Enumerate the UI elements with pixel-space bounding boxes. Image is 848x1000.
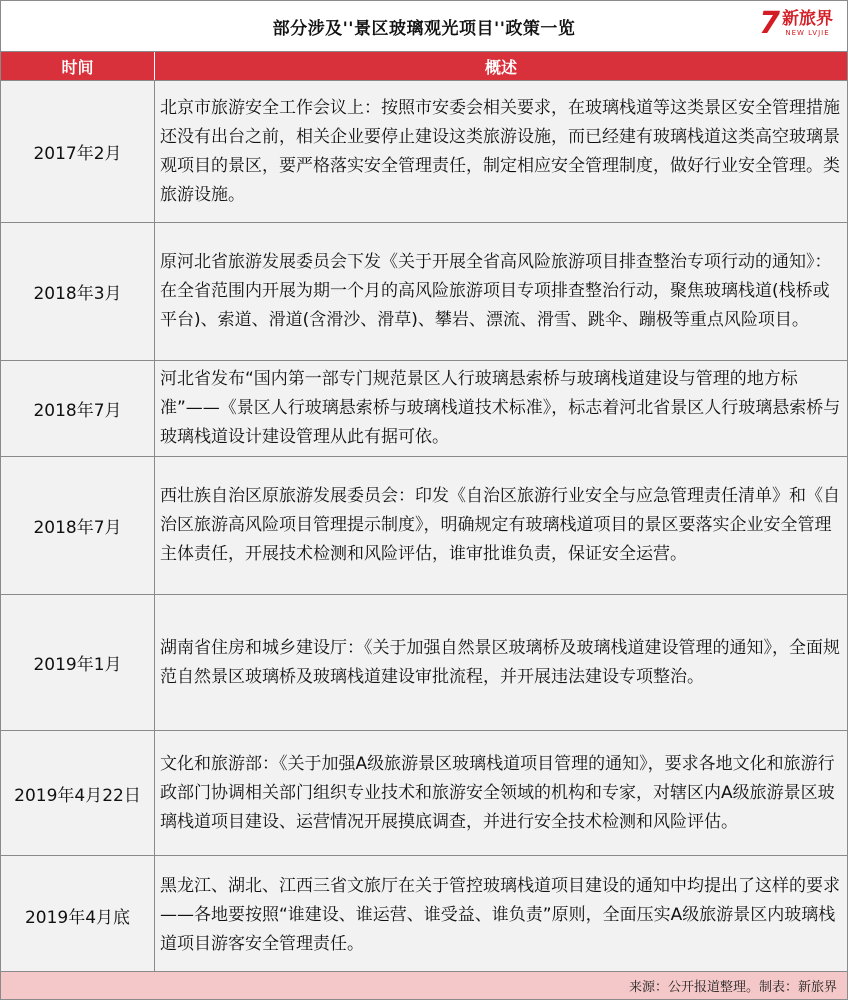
row-desc: 北京市旅游安全工作会议上：按照市安委会相关要求，在玻璃栈道等这类景区安全管理措施还没有出台之前，相关企业要停止建设这类旅游设施，而已经建有玻璃栈道这类高空玻璃景观项目的景区，要严格落实安全管理责任，制定相应安全管理制度，做好行业安全管理。类旅游设施。 — [160, 97, 840, 205]
row-time: 2019年1月 — [1, 595, 155, 730]
row-time: 2018年7月 — [1, 457, 155, 594]
row-time: 2017年2月 — [1, 81, 155, 222]
row-desc: 湖南省住房和城乡建设厅：《关于加强自然景区玻璃桥及玻璃栈道建设管理的通知》，全面规范自然景区玻璃桥及玻璃栈道建设审批流程，并开展违法建设专项整治。 — [160, 637, 840, 687]
row-time: 2018年7月 — [1, 361, 155, 456]
table-row — [1, 80, 847, 222]
brand-logo — [759, 6, 833, 41]
title-bar — [1, 1, 847, 52]
table-row — [1, 594, 847, 730]
table-row — [1, 730, 847, 855]
row-desc: 黑龙江、湖北、江西三省文旅厅在关于管控玻璃栈道项目建设的通知中均提出了这样的要求——各地要按照“谁建设、谁运营、谁受益、谁负责”原则，全面压实A级旅游景区内玻璃栈道项目游客安全管理责任。 — [160, 875, 840, 954]
logo-mark-icon: 7 — [759, 6, 780, 41]
source-text: 来源：公开报道整理。制表：新旅界 — [628, 980, 837, 995]
logo-name-en: NEW LVJIE — [785, 29, 830, 37]
table-row — [1, 222, 847, 360]
table-row — [1, 855, 847, 974]
table-title: 部分涉及''景区玻璃观光项目''政策一览 — [272, 18, 576, 39]
row-desc: 文化和旅游部：《关于加强A级旅游景区玻璃栈道项目管理的通知》，要求各地文化和旅游行政部门协调相关部门组织专业技术和旅游安全领域的机构和专家，对辖区内A级旅游景区玻璃栈道项目建设、运营情况开展摸底调查，并进行安全技术检测和风险评估。 — [160, 753, 835, 832]
table-row — [1, 456, 847, 594]
table-row — [1, 360, 847, 456]
header-desc: 概述 — [484, 57, 517, 77]
row-time: 2019年4月底 — [1, 856, 155, 974]
row-desc: 河北省发布“国内第一部专门规范景区人行玻璃悬索桥与玻璃栈道建设与管理的地方标准”——《景区人行玻璃悬索桥与玻璃栈道技术标准》，标志着河北省景区人行玻璃悬索桥与玻璃栈道设计建设管理从此有据可依。 — [160, 369, 841, 447]
header-time: 时间 — [1, 52, 155, 80]
source-footer — [1, 971, 847, 999]
row-desc: 西壮族自治区原旅游发展委员会：印发《自治区旅游行业安全与应急管理责任清单》和《自治区旅游高风险项目管理提示制度》，明确规定有玻璃栈道项目的景区要落实企业安全管理主体责任，开展技术检测和风险评估，谁审批谁负责，保证安全运营。 — [160, 486, 840, 564]
table-header — [1, 52, 847, 80]
logo-name: 新旅界 — [782, 9, 833, 29]
row-time: 2018年3月 — [1, 223, 155, 360]
row-time: 2019年4月22日 — [1, 731, 155, 855]
row-desc: 原河北省旅游发展委员会下发《关于开展全省高风险旅游项目排查整治专项行动的通知》：在全省范围内开展为期一个月的高风险旅游项目专项排查整治行动，聚焦玻璃栈道(栈桥或平台)、索道、滑道(含滑沙、滑草)、攀岩、漂流、滑雪、跳伞、蹦极等重点风险项目。 — [160, 252, 832, 330]
